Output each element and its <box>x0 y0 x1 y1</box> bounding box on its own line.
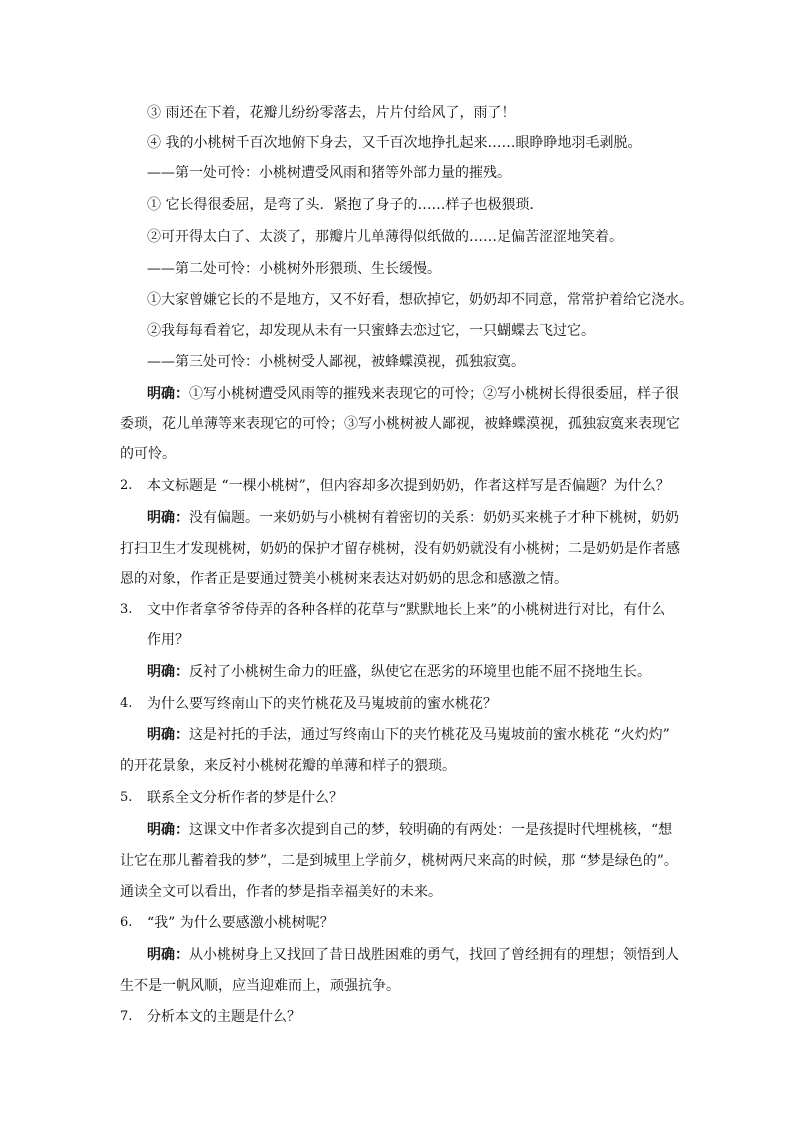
answer-label: 明确： <box>147 510 189 526</box>
answer-line: 让它在那儿蓄着我的梦”，二是到城里上学前夕，桃树两尺来高的时候，那 “梦是绿色的”。 <box>120 853 678 869</box>
answer-line: 恩的对象，作者正是要通过赞美小桃树来表达对奶奶的思念和感激之情。 <box>120 571 568 587</box>
question-text: 为什么要写终南山下的夹竹桃花及马嵬坡前的蜜水桃花？ <box>147 696 497 712</box>
text-line: ——第二处可怜：小桃树外形猥琐、生长缓慢。 <box>147 261 441 277</box>
text-line: ②我每每看着它，却发现从未有一只蜜蜂去恋过它，一只蝴蝶去飞过它。 <box>147 323 595 339</box>
answer-text: 这课文中作者多次提到自己的梦，较明确的有两处：一是孩提时代埋桃核，“想 <box>189 822 673 838</box>
text-line: ① 它长得很委屈，是弯了头．紧抱了身子的……样子也极猥琐． <box>147 197 544 213</box>
answer-line <box>147 725 670 745</box>
answer-line <box>147 662 651 682</box>
answer-text: ①写小桃树遭受风雨等的摧残来表现它的可怜；②写小桃树长得很委屈，样子很 <box>189 386 679 402</box>
answer-text: 从小桃树身上又找回了昔日战胜困难的勇气，找回了曾经拥有的理想；领悟到人 <box>189 947 679 963</box>
answer-line: 生不是一帆风顺，应当迎难而上，顽强抗争。 <box>120 978 400 994</box>
answer-line <box>147 508 679 528</box>
question-number: 7. <box>120 1009 133 1024</box>
text-line: ①大家曾嫌它长的不是地方，又不好看，想砍掉它，奶奶却不同意，常常护着给它浇水。 <box>147 292 693 308</box>
text-line: ③ 雨还在下着，花瓣儿纷纷零落去，片片付给风了，雨了！ <box>147 105 516 121</box>
answer-text: 没有偏题。一来奶奶与小桃树有着密切的关系：奶奶买来桃子才种下桃树，奶奶 <box>189 510 679 526</box>
question-text: 文中作者拿爷爷侍弄的各种各样的花草与“默默地长上来”的小桃树进行对比，有什么 <box>147 602 666 618</box>
answer-label: 明确： <box>147 386 189 402</box>
question-number: 2. <box>120 478 133 493</box>
text-line: ——第三处可怜：小桃树受人鄙视，被蜂蝶漠视，孤独寂寞。 <box>147 354 525 370</box>
answer-line: 委琐，花儿单薄等来表现它的可怜；③写小桃树被人鄙视，被蜂蝶漠视，孤独寂寞来表现它 <box>120 416 680 432</box>
question-number: 3. <box>120 602 133 617</box>
answer-line: 的开花景象，来反衬小桃树花瓣的单薄和样子的猥琐。 <box>120 758 456 774</box>
text-line: ②可开得太白了、太淡了，那瓣片儿单薄得似纸做的……足偏苦涩涩地笑着。 <box>147 229 623 245</box>
answer-label: 明确： <box>147 664 189 680</box>
text-line: ——第一处可怜：小桃树遭受风雨和猪等外部力量的摧残。 <box>147 165 511 181</box>
question-text: 本文标题是 “一棵小桃树”，但内容却多次提到奶奶，作者这样写是否偏题？为什么？ <box>147 478 670 494</box>
answer-line: 的可怜。 <box>120 446 176 462</box>
answer-label: 明确： <box>147 727 189 743</box>
question-text: 联系全文分析作者的梦是什么？ <box>147 790 343 806</box>
question-text: 作用？ <box>147 632 189 648</box>
answer-line: 打扫卫生才发现桃树，奶奶的保护才留存桃树，没有奶奶就没有小桃树；二是奶奶是作者感 <box>120 541 680 557</box>
question-number: 6. <box>120 915 133 930</box>
question-number: 5. <box>120 790 133 805</box>
answer-line: 通读全文可以看出，作者的梦是指幸福美好的未来。 <box>120 884 442 900</box>
question-text: “我” 为什么要感激小桃树呢？ <box>147 915 334 931</box>
answer-line <box>147 384 679 404</box>
text-line: ④ 我的小桃树千百次地俯下身去，又千百次地挣扎起来……眼睁睁地羽毛剥脱。 <box>147 135 642 151</box>
answer-text: 反衬了小桃树生命力的旺盛，纵使它在恶劣的环境里也能不屈不挠地生长。 <box>189 664 651 680</box>
answer-line <box>147 820 672 840</box>
question-text: 分析本文的主题是什么？ <box>147 1009 301 1025</box>
question-number: 4. <box>120 696 133 711</box>
answer-line <box>147 945 679 965</box>
answer-label: 明确： <box>147 822 189 838</box>
answer-text: 这是衬托的手法，通过写终南山下的夹竹桃花及马嵬坡前的蜜水桃花 “火灼灼” <box>189 727 670 743</box>
answer-label: 明确： <box>147 947 189 963</box>
